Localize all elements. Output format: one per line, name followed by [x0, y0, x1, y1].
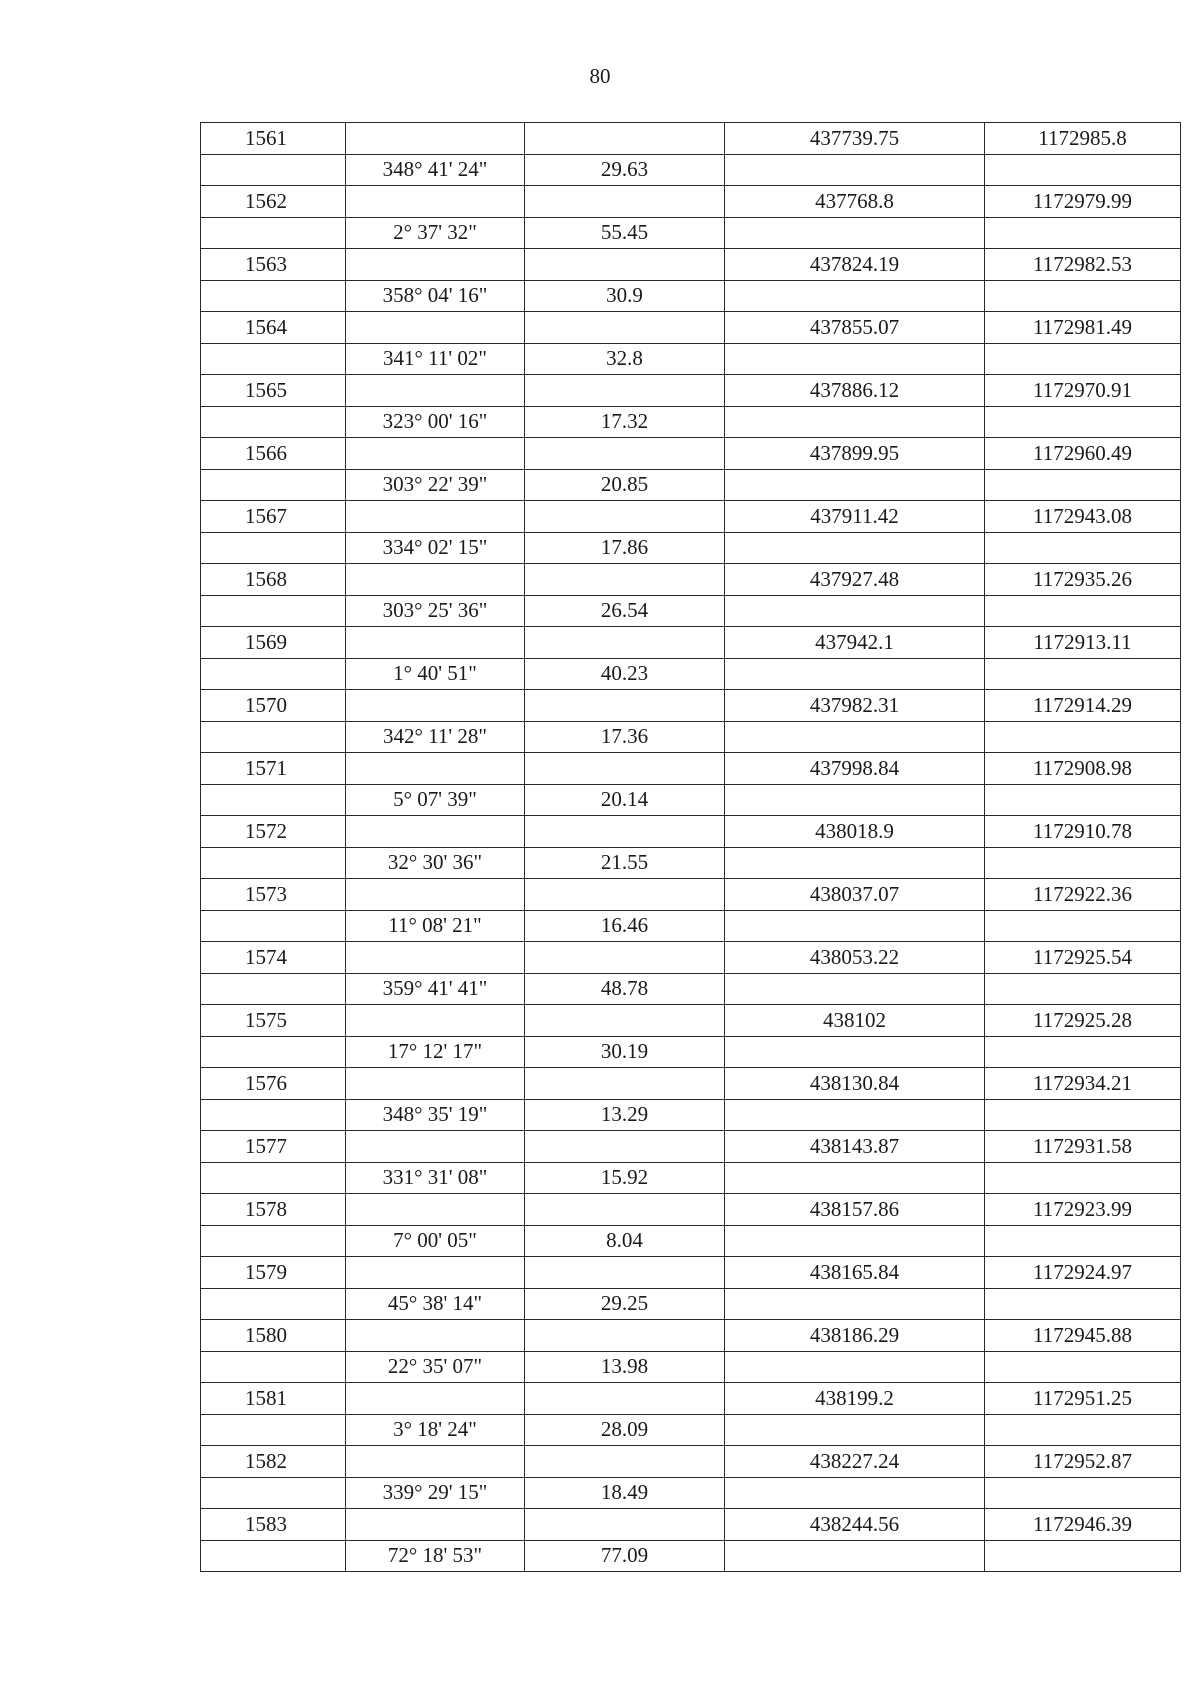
bearing-empty-cell: [346, 1320, 525, 1352]
segment-row: [201, 217, 1181, 249]
segment-row: [201, 847, 1181, 879]
point-row: [201, 1446, 1181, 1478]
x-coordinate-cell: 438018.9: [725, 816, 985, 848]
bearing-empty-cell: [346, 1068, 525, 1100]
distance-cell: 17.32: [525, 406, 725, 438]
point-id-cell: 1581: [201, 1383, 346, 1415]
point-row: [201, 1068, 1181, 1100]
y-empty-cell: [985, 658, 1181, 690]
segment-row: [201, 343, 1181, 375]
distance-cell: 16.46: [525, 910, 725, 942]
x-empty-cell: [725, 469, 985, 501]
bearing-cell: 303° 25' 36": [346, 595, 525, 627]
x-coordinate-cell: 438102: [725, 1005, 985, 1037]
point-id-cell: 1575: [201, 1005, 346, 1037]
distance-cell: 13.29: [525, 1099, 725, 1131]
point-id-cell: 1571: [201, 753, 346, 785]
y-coordinate-cell: 1172913.11: [985, 627, 1181, 659]
distance-empty-cell: [525, 375, 725, 407]
bearing-empty-cell: [346, 1194, 525, 1226]
bearing-cell: 339° 29' 15": [346, 1477, 525, 1509]
point-empty-cell: [201, 910, 346, 942]
distance-cell: 48.78: [525, 973, 725, 1005]
y-empty-cell: [985, 1099, 1181, 1131]
y-empty-cell: [985, 280, 1181, 312]
y-coordinate-cell: 1172946.39: [985, 1509, 1181, 1541]
segment-row: [201, 1540, 1181, 1572]
bearing-cell: 5° 07' 39": [346, 784, 525, 816]
x-empty-cell: [725, 217, 985, 249]
x-empty-cell: [725, 847, 985, 879]
bearing-empty-cell: [346, 627, 525, 659]
distance-cell: 20.85: [525, 469, 725, 501]
point-row: [201, 564, 1181, 596]
bearing-empty-cell: [346, 879, 525, 911]
x-empty-cell: [725, 721, 985, 753]
bearing-cell: 32° 30' 36": [346, 847, 525, 879]
point-row: [201, 627, 1181, 659]
y-coordinate-cell: 1172951.25: [985, 1383, 1181, 1415]
distance-cell: 17.86: [525, 532, 725, 564]
point-row: [201, 438, 1181, 470]
x-coordinate-cell: 437899.95: [725, 438, 985, 470]
y-empty-cell: [985, 973, 1181, 1005]
point-id-cell: 1562: [201, 186, 346, 218]
y-empty-cell: [985, 217, 1181, 249]
x-coordinate-cell: 437927.48: [725, 564, 985, 596]
point-id-cell: 1567: [201, 501, 346, 533]
x-empty-cell: [725, 1162, 985, 1194]
y-empty-cell: [985, 1288, 1181, 1320]
distance-empty-cell: [525, 879, 725, 911]
bearing-empty-cell: [346, 1383, 525, 1415]
distance-cell: 30.9: [525, 280, 725, 312]
distance-empty-cell: [525, 942, 725, 974]
x-empty-cell: [725, 973, 985, 1005]
bearing-cell: 331° 31' 08": [346, 1162, 525, 1194]
bearing-empty-cell: [346, 312, 525, 344]
x-coordinate-cell: 437855.07: [725, 312, 985, 344]
y-coordinate-cell: 1172945.88: [985, 1320, 1181, 1352]
point-id-cell: 1579: [201, 1257, 346, 1289]
segment-row: [201, 1477, 1181, 1509]
y-empty-cell: [985, 721, 1181, 753]
point-row: [201, 123, 1181, 155]
bearing-empty-cell: [346, 186, 525, 218]
distance-cell: 55.45: [525, 217, 725, 249]
bearing-empty-cell: [346, 123, 525, 155]
point-id-cell: 1574: [201, 942, 346, 974]
y-empty-cell: [985, 1540, 1181, 1572]
point-empty-cell: [201, 1414, 346, 1446]
point-empty-cell: [201, 1225, 346, 1257]
distance-empty-cell: [525, 249, 725, 281]
bearing-empty-cell: [346, 438, 525, 470]
bearing-cell: 11° 08' 21": [346, 910, 525, 942]
point-empty-cell: [201, 280, 346, 312]
bearing-empty-cell: [346, 690, 525, 722]
bearing-empty-cell: [346, 942, 525, 974]
distance-empty-cell: [525, 1383, 725, 1415]
point-id-cell: 1577: [201, 1131, 346, 1163]
segment-row: [201, 1351, 1181, 1383]
point-id-cell: 1570: [201, 690, 346, 722]
y-coordinate-cell: 1172925.54: [985, 942, 1181, 974]
bearing-empty-cell: [346, 1131, 525, 1163]
y-empty-cell: [985, 1351, 1181, 1383]
x-coordinate-cell: 438157.86: [725, 1194, 985, 1226]
distance-empty-cell: [525, 1320, 725, 1352]
distance-empty-cell: [525, 1068, 725, 1100]
y-coordinate-cell: 1172981.49: [985, 312, 1181, 344]
bearing-cell: 348° 41' 24": [346, 154, 525, 186]
y-coordinate-cell: 1172982.53: [985, 249, 1181, 281]
point-empty-cell: [201, 658, 346, 690]
x-coordinate-cell: 438244.56: [725, 1509, 985, 1541]
y-coordinate-cell: 1172935.26: [985, 564, 1181, 596]
distance-cell: 15.92: [525, 1162, 725, 1194]
point-id-cell: 1572: [201, 816, 346, 848]
segment-row: [201, 973, 1181, 1005]
point-empty-cell: [201, 1036, 346, 1068]
distance-empty-cell: [525, 438, 725, 470]
x-empty-cell: [725, 784, 985, 816]
segment-row: [201, 721, 1181, 753]
segment-row: [201, 532, 1181, 564]
point-row: [201, 753, 1181, 785]
y-empty-cell: [985, 910, 1181, 942]
distance-cell: 30.19: [525, 1036, 725, 1068]
bearing-cell: 3° 18' 24": [346, 1414, 525, 1446]
x-empty-cell: [725, 280, 985, 312]
point-row: [201, 1257, 1181, 1289]
segment-row: [201, 1225, 1181, 1257]
x-coordinate-cell: 438143.87: [725, 1131, 985, 1163]
x-coordinate-cell: 438165.84: [725, 1257, 985, 1289]
x-empty-cell: [725, 1036, 985, 1068]
point-empty-cell: [201, 847, 346, 879]
x-coordinate-cell: 437998.84: [725, 753, 985, 785]
bearing-cell: 342° 11' 28": [346, 721, 525, 753]
bearing-cell: 323° 00' 16": [346, 406, 525, 438]
bearing-cell: 358° 04' 16": [346, 280, 525, 312]
bearing-empty-cell: [346, 1257, 525, 1289]
y-coordinate-cell: 1172924.97: [985, 1257, 1181, 1289]
distance-cell: 13.98: [525, 1351, 725, 1383]
y-coordinate-cell: 1172922.36: [985, 879, 1181, 911]
x-coordinate-cell: 438186.29: [725, 1320, 985, 1352]
point-id-cell: 1582: [201, 1446, 346, 1478]
segment-row: [201, 1288, 1181, 1320]
y-empty-cell: [985, 406, 1181, 438]
y-empty-cell: [985, 154, 1181, 186]
y-empty-cell: [985, 469, 1181, 501]
bearing-empty-cell: [346, 1446, 525, 1478]
x-coordinate-cell: 437886.12: [725, 375, 985, 407]
x-empty-cell: [725, 1477, 985, 1509]
y-empty-cell: [985, 1162, 1181, 1194]
x-empty-cell: [725, 343, 985, 375]
distance-empty-cell: [525, 186, 725, 218]
point-id-cell: 1569: [201, 627, 346, 659]
y-coordinate-cell: 1172923.99: [985, 1194, 1181, 1226]
point-row: [201, 501, 1181, 533]
x-empty-cell: [725, 1225, 985, 1257]
bearing-cell: 334° 02' 15": [346, 532, 525, 564]
distance-empty-cell: [525, 1509, 725, 1541]
y-coordinate-cell: 1172985.8: [985, 123, 1181, 155]
distance-cell: 17.36: [525, 721, 725, 753]
point-empty-cell: [201, 1540, 346, 1572]
y-empty-cell: [985, 1414, 1181, 1446]
y-coordinate-cell: 1172979.99: [985, 186, 1181, 218]
distance-empty-cell: [525, 627, 725, 659]
y-empty-cell: [985, 847, 1181, 879]
point-row: [201, 879, 1181, 911]
y-empty-cell: [985, 595, 1181, 627]
x-empty-cell: [725, 1288, 985, 1320]
distance-empty-cell: [525, 123, 725, 155]
segment-row: [201, 658, 1181, 690]
point-row: [201, 1194, 1181, 1226]
distance-cell: 21.55: [525, 847, 725, 879]
segment-row: [201, 1036, 1181, 1068]
distance-cell: 18.49: [525, 1477, 725, 1509]
y-coordinate-cell: 1172970.91: [985, 375, 1181, 407]
point-row: [201, 942, 1181, 974]
distance-empty-cell: [525, 564, 725, 596]
y-empty-cell: [985, 532, 1181, 564]
point-id-cell: 1568: [201, 564, 346, 596]
y-empty-cell: [985, 343, 1181, 375]
distance-empty-cell: [525, 1257, 725, 1289]
x-coordinate-cell: 437824.19: [725, 249, 985, 281]
y-empty-cell: [985, 1225, 1181, 1257]
bearing-empty-cell: [346, 501, 525, 533]
segment-row: [201, 469, 1181, 501]
point-empty-cell: [201, 469, 346, 501]
point-row: [201, 1383, 1181, 1415]
x-empty-cell: [725, 406, 985, 438]
segment-row: [201, 280, 1181, 312]
x-empty-cell: [725, 1099, 985, 1131]
distance-empty-cell: [525, 690, 725, 722]
point-id-cell: 1573: [201, 879, 346, 911]
point-row: [201, 1320, 1181, 1352]
point-empty-cell: [201, 1162, 346, 1194]
bearing-cell: 1° 40' 51": [346, 658, 525, 690]
bearing-cell: 348° 35' 19": [346, 1099, 525, 1131]
distance-cell: 26.54: [525, 595, 725, 627]
y-empty-cell: [985, 784, 1181, 816]
point-id-cell: 1576: [201, 1068, 346, 1100]
segment-row: [201, 910, 1181, 942]
distance-cell: 29.25: [525, 1288, 725, 1320]
y-coordinate-cell: 1172914.29: [985, 690, 1181, 722]
distance-empty-cell: [525, 1005, 725, 1037]
point-empty-cell: [201, 1351, 346, 1383]
point-id-cell: 1583: [201, 1509, 346, 1541]
point-empty-cell: [201, 1099, 346, 1131]
bearing-empty-cell: [346, 816, 525, 848]
x-coordinate-cell: 438053.22: [725, 942, 985, 974]
bearing-empty-cell: [346, 1509, 525, 1541]
y-empty-cell: [985, 1036, 1181, 1068]
bearing-empty-cell: [346, 375, 525, 407]
x-coordinate-cell: 438227.24: [725, 1446, 985, 1478]
distance-empty-cell: [525, 312, 725, 344]
x-coordinate-cell: 438037.07: [725, 879, 985, 911]
point-row: [201, 249, 1181, 281]
distance-empty-cell: [525, 1131, 725, 1163]
distance-empty-cell: [525, 1194, 725, 1226]
x-empty-cell: [725, 1540, 985, 1572]
point-empty-cell: [201, 721, 346, 753]
point-empty-cell: [201, 595, 346, 627]
distance-cell: 32.8: [525, 343, 725, 375]
distance-empty-cell: [525, 753, 725, 785]
y-coordinate-cell: 1172910.78: [985, 816, 1181, 848]
point-empty-cell: [201, 973, 346, 1005]
point-empty-cell: [201, 1477, 346, 1509]
distance-cell: 77.09: [525, 1540, 725, 1572]
point-id-cell: 1565: [201, 375, 346, 407]
x-empty-cell: [725, 532, 985, 564]
x-empty-cell: [725, 1351, 985, 1383]
x-coordinate-cell: 437942.1: [725, 627, 985, 659]
bearing-empty-cell: [346, 249, 525, 281]
y-coordinate-cell: 1172934.21: [985, 1068, 1181, 1100]
point-id-cell: 1561: [201, 123, 346, 155]
segment-row: [201, 1162, 1181, 1194]
point-row: [201, 312, 1181, 344]
segment-row: [201, 406, 1181, 438]
bearing-cell: 359° 41' 41": [346, 973, 525, 1005]
segment-row: [201, 154, 1181, 186]
page-number: 80: [589, 64, 611, 88]
point-empty-cell: [201, 406, 346, 438]
point-empty-cell: [201, 154, 346, 186]
bearing-cell: 45° 38' 14": [346, 1288, 525, 1320]
x-empty-cell: [725, 910, 985, 942]
x-coordinate-cell: 437982.31: [725, 690, 985, 722]
bearing-cell: 72° 18' 53": [346, 1540, 525, 1572]
point-row: [201, 1509, 1181, 1541]
point-id-cell: 1564: [201, 312, 346, 344]
distance-cell: 40.23: [525, 658, 725, 690]
point-row: [201, 375, 1181, 407]
x-coordinate-cell: 437739.75: [725, 123, 985, 155]
segment-row: [201, 1414, 1181, 1446]
point-id-cell: 1566: [201, 438, 346, 470]
point-empty-cell: [201, 784, 346, 816]
x-empty-cell: [725, 658, 985, 690]
point-row: [201, 186, 1181, 218]
point-empty-cell: [201, 343, 346, 375]
point-empty-cell: [201, 532, 346, 564]
x-coordinate-cell: 437911.42: [725, 501, 985, 533]
segment-row: [201, 784, 1181, 816]
distance-cell: 20.14: [525, 784, 725, 816]
distance-empty-cell: [525, 1446, 725, 1478]
x-empty-cell: [725, 1414, 985, 1446]
x-coordinate-cell: 438130.84: [725, 1068, 985, 1100]
bearing-empty-cell: [346, 564, 525, 596]
point-id-cell: 1563: [201, 249, 346, 281]
x-empty-cell: [725, 154, 985, 186]
distance-cell: 28.09: [525, 1414, 725, 1446]
segment-row: [201, 1099, 1181, 1131]
point-row: [201, 1131, 1181, 1163]
y-empty-cell: [985, 1477, 1181, 1509]
x-empty-cell: [725, 595, 985, 627]
bearing-cell: 22° 35' 07": [346, 1351, 525, 1383]
point-row: [201, 1005, 1181, 1037]
bearing-cell: 7° 00' 05": [346, 1225, 525, 1257]
distance-empty-cell: [525, 501, 725, 533]
y-coordinate-cell: 1172931.58: [985, 1131, 1181, 1163]
bearing-cell: 17° 12' 17": [346, 1036, 525, 1068]
coordinates-table: [200, 122, 1181, 1572]
point-empty-cell: [201, 217, 346, 249]
distance-cell: 8.04: [525, 1225, 725, 1257]
bearing-cell: 2° 37' 32": [346, 217, 525, 249]
point-row: [201, 816, 1181, 848]
y-coordinate-cell: 1172943.08: [985, 501, 1181, 533]
y-coordinate-cell: 1172960.49: [985, 438, 1181, 470]
point-row: [201, 690, 1181, 722]
distance-empty-cell: [525, 816, 725, 848]
bearing-cell: 341° 11' 02": [346, 343, 525, 375]
point-id-cell: 1580: [201, 1320, 346, 1352]
y-coordinate-cell: 1172925.28: [985, 1005, 1181, 1037]
distance-cell: 29.63: [525, 154, 725, 186]
x-coordinate-cell: 437768.8: [725, 186, 985, 218]
y-coordinate-cell: 1172908.98: [985, 753, 1181, 785]
segment-row: [201, 595, 1181, 627]
x-coordinate-cell: 438199.2: [725, 1383, 985, 1415]
bearing-empty-cell: [346, 1005, 525, 1037]
bearing-cell: 303° 22' 39": [346, 469, 525, 501]
bearing-empty-cell: [346, 753, 525, 785]
point-empty-cell: [201, 1288, 346, 1320]
point-id-cell: 1578: [201, 1194, 346, 1226]
y-coordinate-cell: 1172952.87: [985, 1446, 1181, 1478]
